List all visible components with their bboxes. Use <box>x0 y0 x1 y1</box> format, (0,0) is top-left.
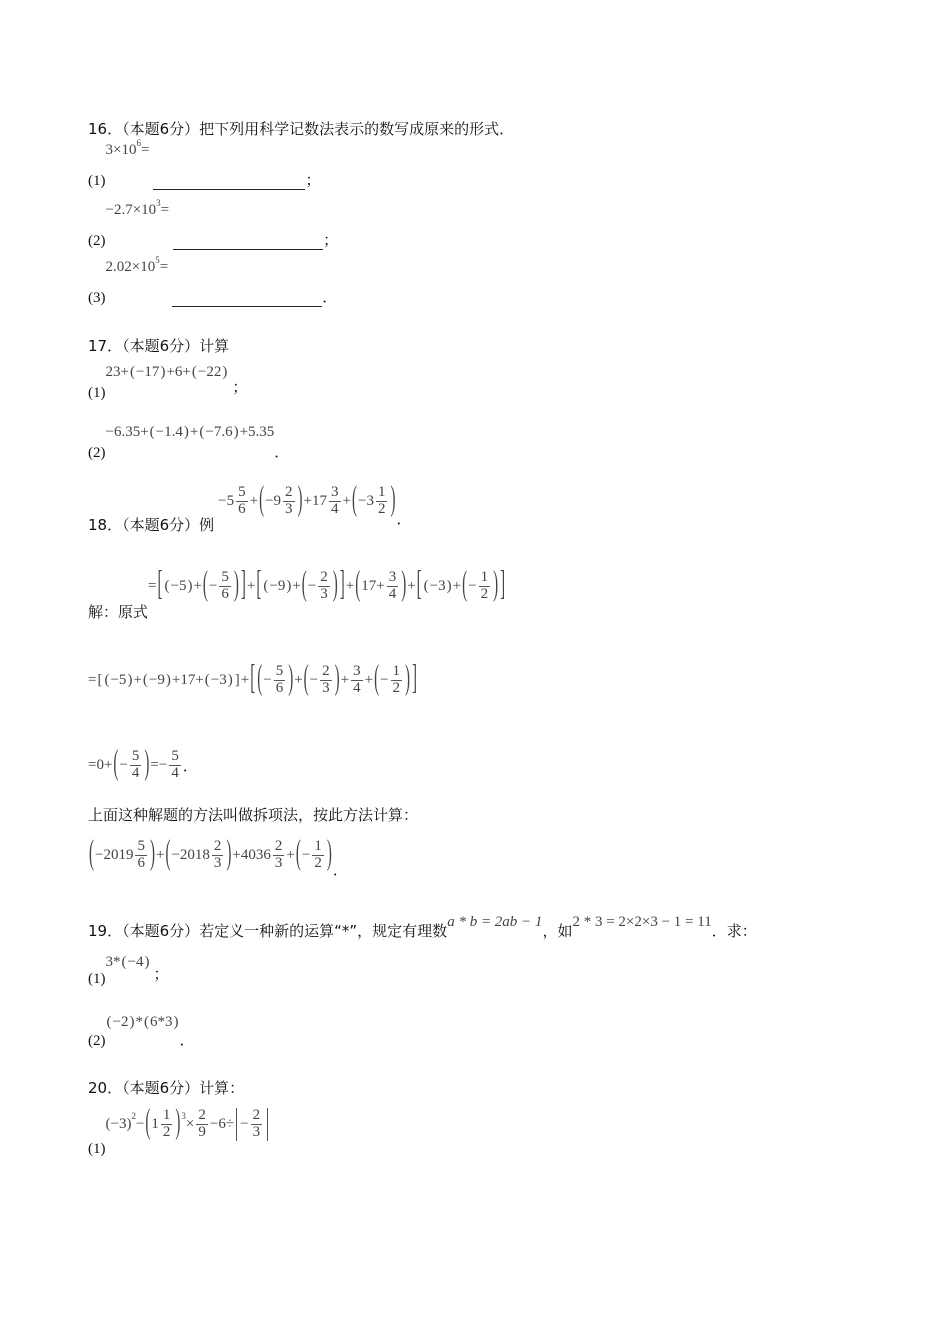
punct: ． <box>396 510 412 528</box>
item-label: (1) <box>88 173 106 189</box>
math-text: −2.7×10 <box>105 202 157 218</box>
math-text: −22 <box>197 364 222 380</box>
right-paren: ) <box>129 1014 135 1030</box>
left-bracket: [ <box>157 566 163 604</box>
formula <box>106 364 229 381</box>
numerator: 2 <box>285 484 293 500</box>
right-bracket: ] <box>240 566 246 604</box>
fraction <box>387 570 399 603</box>
q16-title-line <box>88 118 514 139</box>
numerator: 2 <box>213 837 222 854</box>
punct: ． <box>179 1031 195 1049</box>
math-text: 23+ <box>105 364 129 380</box>
formula <box>105 197 170 219</box>
denominator: 6 <box>238 500 246 517</box>
math-text: −6.35+ <box>105 424 149 440</box>
math-text: −3 <box>210 671 227 688</box>
paren-group <box>121 954 151 971</box>
paren-group <box>303 660 341 698</box>
fraction <box>161 1108 173 1141</box>
fraction <box>219 570 231 603</box>
right-paren: ) <box>160 364 166 380</box>
paren-group <box>295 835 333 873</box>
absolute-value <box>236 1108 268 1141</box>
right-bracket: ] <box>500 566 506 604</box>
formula <box>106 1014 180 1031</box>
denominator: 6 <box>137 854 145 871</box>
left-paren: ( <box>113 745 119 783</box>
left-paren: ( <box>295 835 301 873</box>
math-text: + <box>364 671 374 688</box>
right-paren: ) <box>226 835 232 873</box>
paren-group <box>351 481 396 519</box>
left-paren: ( <box>89 835 94 873</box>
math-text: − <box>301 846 311 863</box>
numerator: 5 <box>131 747 140 764</box>
fraction <box>318 570 330 603</box>
fraction <box>196 1108 208 1141</box>
math-text: −2019 <box>95 846 134 863</box>
math-text: =0+ <box>88 756 113 773</box>
definition-formula <box>447 914 542 931</box>
exponent: 5 <box>155 254 160 265</box>
punct: ． <box>274 443 290 461</box>
numerator: 5 <box>171 747 179 764</box>
math-text: (−3) <box>105 1115 132 1132</box>
numerator: 2 <box>320 569 328 585</box>
paren-group <box>354 566 407 604</box>
step1-formula <box>148 566 506 604</box>
right-paren: ) <box>332 566 338 604</box>
solution-label: 解：原式 <box>88 603 149 621</box>
denominator: 4 <box>331 500 339 517</box>
numerator: 2 <box>198 1107 206 1123</box>
bracket-group <box>249 660 418 698</box>
denominator: 9 <box>198 1123 206 1140</box>
q18-step2 <box>88 655 418 705</box>
item-label: (1) <box>88 385 106 401</box>
right-paren: ) <box>493 566 499 604</box>
math-text: + <box>189 424 199 440</box>
denominator: 3 <box>285 500 293 517</box>
math-text: − <box>307 577 317 594</box>
math-text: = <box>140 142 150 158</box>
paren-group <box>163 578 193 595</box>
math-text: 17+ <box>361 577 385 594</box>
punct: ． <box>182 756 198 775</box>
q18-instruction-line <box>88 804 418 825</box>
math-text: − <box>380 671 389 688</box>
right-paren: ) <box>390 481 396 519</box>
denominator: 6 <box>275 679 284 696</box>
q18-task <box>88 830 348 880</box>
answer-blank[interactable] <box>172 292 322 307</box>
numerator: 5 <box>238 484 246 500</box>
paren-group <box>202 566 240 604</box>
right-paren: ) <box>183 424 189 440</box>
paren-group <box>88 835 156 873</box>
math-text: = <box>159 259 169 275</box>
q20-title-line <box>88 1077 244 1098</box>
paren-group <box>301 566 339 604</box>
math-text: −4 <box>127 954 144 970</box>
paren-group <box>143 1014 180 1031</box>
q17-item-1 <box>88 364 248 402</box>
math-text: − <box>119 756 128 773</box>
math-text: + <box>286 846 295 863</box>
math-text: 6*3 <box>149 1014 173 1030</box>
item-label: (2) <box>88 233 106 249</box>
left-paren: ( <box>165 835 171 873</box>
item-label: (2) <box>88 445 106 461</box>
math-text: −5 <box>218 492 235 509</box>
fraction <box>236 485 248 518</box>
right-paren: ) <box>297 481 303 519</box>
numerator: 1 <box>480 569 489 585</box>
math-text: + <box>240 671 250 688</box>
right-paren: ) <box>127 671 133 688</box>
left-paren: ( <box>374 660 380 698</box>
q16-item-1 <box>88 137 321 190</box>
task-formula <box>88 835 333 873</box>
paren-group <box>262 578 292 595</box>
left-paren: ( <box>106 1014 112 1030</box>
right-paren: ) <box>288 660 294 698</box>
paren-group <box>204 672 234 689</box>
math-text: + <box>294 671 303 688</box>
paren-group <box>373 660 411 698</box>
q20-title: 20．（本题6分）计算： <box>88 1079 245 1097</box>
formula <box>105 137 150 159</box>
math-text: + <box>340 671 350 688</box>
fraction <box>320 664 332 697</box>
bracket-group <box>156 566 246 604</box>
denominator: 4 <box>131 764 140 781</box>
paren-group <box>106 1014 136 1031</box>
paren-group <box>164 835 232 873</box>
math-text: −3 <box>357 492 374 509</box>
denominator: 3 <box>320 585 328 602</box>
math-text: + <box>155 846 165 863</box>
q17-item-2 <box>88 424 290 462</box>
paren-group <box>103 672 133 689</box>
right-paren: ) <box>405 660 411 698</box>
paren-group <box>142 672 172 689</box>
punct: ． <box>332 861 348 879</box>
left-paren: ( <box>199 424 205 440</box>
q19-item-1 <box>88 954 169 988</box>
q16-title: 16．（本题6分）把下列用科学记数法表示的数写成原来的形式． <box>88 120 515 138</box>
item-label: (2) <box>88 1033 106 1049</box>
denominator: 3 <box>213 854 222 871</box>
left-paren: ( <box>143 1014 149 1030</box>
formula <box>105 254 169 276</box>
math-text: +4036 <box>232 846 271 863</box>
numerator: 3 <box>353 662 361 679</box>
exponent: 3 <box>181 1111 186 1122</box>
math-text: −2018 <box>171 846 210 863</box>
paren-group <box>191 364 228 381</box>
left-paren: ( <box>257 660 263 698</box>
math-text: −5 <box>110 671 127 688</box>
right-paren: ) <box>175 1104 181 1142</box>
left-paren: ( <box>149 424 155 440</box>
left-paren: ( <box>129 364 135 380</box>
denominator: 6 <box>221 585 229 602</box>
formula <box>105 1104 271 1142</box>
bracket-group <box>96 672 240 689</box>
numerator: 3 <box>331 484 339 500</box>
math-text: 3×10 <box>105 142 137 158</box>
paren-group <box>423 578 453 595</box>
right-paren: ) <box>227 671 233 688</box>
paren-group <box>112 745 150 783</box>
math-text: −2 <box>112 1014 129 1030</box>
math-text: −17 <box>135 364 160 380</box>
math-text: = <box>160 202 170 218</box>
fraction <box>376 485 388 518</box>
right-paren: ) <box>144 745 150 783</box>
math-text: * <box>135 1014 143 1030</box>
fraction <box>283 485 295 518</box>
fraction <box>169 749 181 782</box>
numerator: 1 <box>377 484 386 500</box>
right-paren: ) <box>165 671 171 688</box>
step2-formula <box>88 660 418 698</box>
math-text: + <box>133 671 142 688</box>
fraction <box>274 664 286 697</box>
math-text: × <box>185 1115 195 1132</box>
fraction <box>312 839 324 872</box>
answer-blank[interactable] <box>173 235 323 250</box>
denominator: 2 <box>162 1123 171 1140</box>
q16-item-2 <box>88 197 339 250</box>
math-text: − <box>240 1115 249 1132</box>
punct: ； <box>232 377 248 396</box>
q19-item-2 <box>88 1014 195 1050</box>
math-text: − <box>309 671 319 688</box>
paren-group <box>258 481 303 519</box>
denominator: 2 <box>392 679 401 696</box>
math-text: a * b = 2ab − 1 <box>447 914 543 930</box>
paren-group <box>149 424 190 441</box>
math-text: =− <box>150 756 168 773</box>
fraction <box>273 839 285 872</box>
answer-blank[interactable] <box>153 175 305 190</box>
left-paren: ( <box>301 566 307 604</box>
denominator: 2 <box>314 854 322 871</box>
math-text: + <box>249 492 259 509</box>
numerator: 1 <box>392 662 401 679</box>
bracket-group <box>416 566 506 604</box>
math-text: 1 <box>151 1115 159 1132</box>
right-bracket: ] <box>412 660 418 698</box>
left-paren: ( <box>121 954 127 970</box>
q20-item-1 <box>88 1104 270 1158</box>
math-text: +17+ <box>171 671 204 688</box>
punct: ； <box>305 171 321 189</box>
left-bracket: [ <box>250 660 256 698</box>
numerator: 3 <box>388 569 397 585</box>
left-paren: ( <box>351 481 357 519</box>
math-text: + <box>452 577 462 594</box>
math-text: + <box>193 577 202 594</box>
left-paren: ( <box>204 671 210 688</box>
math-text: 3* <box>105 954 121 970</box>
left-bracket: [ <box>97 671 103 688</box>
item-label: (3) <box>88 290 106 306</box>
math-text: −6÷ <box>209 1115 235 1132</box>
exponent: 6 <box>136 137 141 148</box>
left-paren: ( <box>423 577 429 594</box>
math-text: 2 * 3 = 2×2×3 − 1 = 11 <box>572 914 712 930</box>
q17-title: 17．（本题6分）计算 <box>88 337 230 355</box>
exponent: 3 <box>156 197 161 208</box>
numerator: 2 <box>252 1107 261 1123</box>
math-text: −3 <box>429 577 446 594</box>
math-text: − <box>263 671 272 688</box>
left-paren: ( <box>462 566 468 604</box>
denominator: 2 <box>377 500 386 517</box>
right-paren: ) <box>149 835 155 873</box>
q18-title: 18．（本题6分）例 <box>88 516 215 534</box>
q19-title-line <box>88 914 757 942</box>
right-bracket: ] <box>339 566 345 604</box>
math-text: + <box>246 577 256 594</box>
q16-item-3 <box>88 254 338 307</box>
denominator: 2 <box>480 585 489 602</box>
numerator: 1 <box>162 1107 171 1123</box>
right-paren: ) <box>233 424 239 440</box>
right-paren: ) <box>401 566 407 604</box>
formula <box>106 424 275 441</box>
math-text: −9 <box>265 492 282 509</box>
step3-formula <box>88 745 183 783</box>
denominator: 3 <box>274 854 283 871</box>
math-text: + <box>292 577 301 594</box>
numerator: 2 <box>322 662 330 679</box>
fraction <box>212 839 224 872</box>
right-paren: ) <box>326 835 332 873</box>
numerator: 5 <box>275 662 284 679</box>
left-paren: ( <box>355 566 361 604</box>
right-paren: ) <box>446 577 452 594</box>
math-text: 2.02×10 <box>105 259 156 275</box>
punct: ． <box>322 288 338 306</box>
right-paren: ) <box>144 954 150 970</box>
q19-title: 19．（本题6分）若定义一种新的运算“*”，规定有理数 <box>88 921 448 940</box>
math-text: − <box>135 1115 145 1132</box>
numerator: 5 <box>137 837 145 854</box>
math-text: − <box>208 577 218 594</box>
fraction <box>479 570 491 603</box>
math-text: + <box>407 577 416 594</box>
fraction <box>391 664 403 697</box>
q18-title-line <box>88 481 412 535</box>
left-paren: ( <box>263 577 269 594</box>
bracket-group <box>255 566 345 604</box>
paren-group <box>144 1104 181 1142</box>
exponent: 2 <box>131 1111 136 1122</box>
q17-title-line <box>88 335 229 356</box>
right-bracket: ] <box>234 671 240 688</box>
numerator: 5 <box>221 569 229 585</box>
right-paren: ) <box>233 566 239 604</box>
denominator: 3 <box>252 1123 261 1140</box>
denominator: 4 <box>353 679 361 696</box>
paren-group <box>198 424 239 441</box>
left-paren: ( <box>259 481 265 519</box>
right-paren: ) <box>222 364 228 380</box>
left-paren: ( <box>104 671 110 688</box>
paren-group <box>461 566 499 604</box>
math-text: +17 <box>303 492 328 509</box>
left-paren: ( <box>191 364 197 380</box>
numerator: 2 <box>274 837 283 854</box>
math-text: +5.35 <box>239 424 275 440</box>
math-text: + <box>342 492 351 509</box>
paren-group <box>256 660 294 698</box>
numerator: 1 <box>314 837 322 854</box>
formula <box>106 954 151 971</box>
math-text: −9 <box>148 671 165 688</box>
left-paren: ( <box>303 660 309 698</box>
fraction <box>251 1108 263 1141</box>
left-bracket: [ <box>416 566 422 604</box>
q18-step1 <box>88 566 506 622</box>
right-paren: ) <box>187 577 193 594</box>
math-text: −7.6 <box>205 424 233 440</box>
item-label: (1) <box>88 1141 106 1157</box>
fraction <box>351 664 363 697</box>
right-paren: ) <box>334 660 340 698</box>
math-text: +6+ <box>166 364 191 380</box>
punct: ； <box>323 231 339 249</box>
math-text: −1.4 <box>155 424 183 440</box>
fraction <box>130 749 142 782</box>
example-formula <box>218 481 396 519</box>
paren-group <box>129 364 166 381</box>
item-label: (1) <box>88 971 106 987</box>
q18-step3 <box>88 740 198 790</box>
denominator: 4 <box>388 585 397 602</box>
example-formula <box>572 914 711 931</box>
left-paren: ( <box>142 671 148 688</box>
left-paren: ( <box>145 1104 151 1142</box>
math-text: −9 <box>269 577 286 594</box>
instruction: 上面这种解题的方法叫做拆项法，按此方法计算： <box>88 806 419 824</box>
denominator: 4 <box>171 764 179 781</box>
left-paren: ( <box>202 566 208 604</box>
right-paren: ) <box>286 577 292 594</box>
math-text: = <box>88 671 97 688</box>
math-text: − <box>468 577 477 594</box>
left-paren: ( <box>164 577 170 594</box>
punct: ； <box>153 964 169 983</box>
math-text: −5 <box>170 577 187 594</box>
fraction <box>135 839 147 872</box>
math-text: + <box>345 577 355 594</box>
denominator: 3 <box>322 679 330 696</box>
math-text: = <box>148 577 157 594</box>
q19-title-c: ．求： <box>711 921 757 940</box>
right-paren: ) <box>173 1014 179 1030</box>
left-bracket: [ <box>256 566 262 604</box>
q19-title-b: ，如 <box>542 921 573 940</box>
fraction <box>329 485 341 518</box>
